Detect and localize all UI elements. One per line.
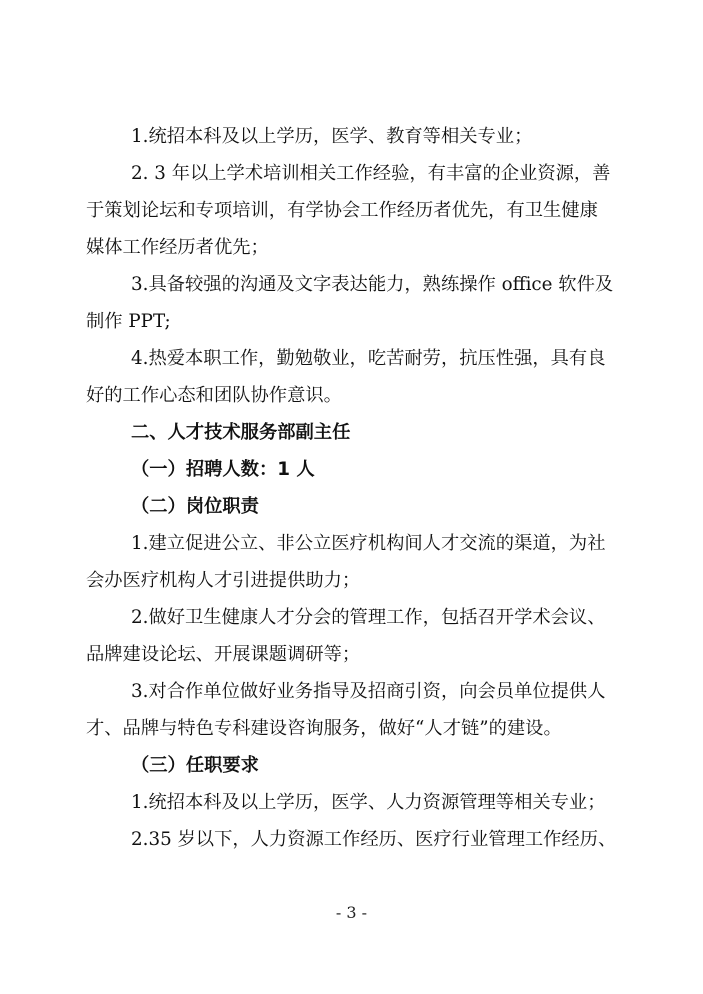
requirement-1: 1.统招本科及以上学历，医学、教育等相关专业； bbox=[131, 126, 533, 147]
section-heading: 二、人才技术服务部副主任 bbox=[131, 422, 351, 443]
duty-3-cont: 才、品牌与特色专科建设咨询服务，做好“人才链”的建设。 bbox=[86, 718, 562, 739]
requirement-2: 2. 3 年以上学术培训相关工作经验，有丰富的企业资源，善 bbox=[131, 163, 611, 184]
requirement-2-cont: 于策划论坛和专项培训，有学协会工作经历者优先，有卫生健康 bbox=[86, 200, 598, 221]
duty-1-cont: 会办医疗机构人才引进提供助力； bbox=[86, 570, 361, 591]
duty-3: 3.对合作单位做好业务指导及招商引资，向会员单位提供人 bbox=[131, 681, 606, 702]
duty-2-cont: 品牌建设论坛、开展课题调研等； bbox=[86, 644, 361, 665]
requirement-3: 3.具备较强的沟通及文字表达能力，熟练操作 office 软件及 bbox=[131, 274, 614, 295]
subsection-heading: （二）岗位职责 bbox=[131, 496, 259, 517]
requirement-2-cont: 媒体工作经历者优先； bbox=[86, 237, 269, 258]
duty-1: 1.建立促进公立、非公立医疗机构间人才交流的渠道，为社 bbox=[131, 533, 606, 554]
page-number: - 3 - bbox=[335, 903, 368, 922]
qualification-2: 2.35 岁以下，人力资源工作经历、医疗行业管理工作经历、 bbox=[131, 829, 617, 850]
requirement-4: 4.热爱本职工作，勤勉敬业，吃苦耐劳，抗压性强，具有良 bbox=[131, 348, 606, 369]
duty-2: 2.做好卫生健康人才分会的管理工作，包括召开学术会议、 bbox=[131, 607, 606, 628]
subsection-heading: （三）任职要求 bbox=[131, 755, 259, 776]
requirement-4-cont: 好的工作心态和团队协作意识。 bbox=[86, 385, 342, 406]
subsection-heading: （一）招聘人数：1 人 bbox=[131, 459, 315, 480]
qualification-1: 1.统招本科及以上学历，医学、人力资源管理等相关专业； bbox=[131, 792, 606, 813]
requirement-3-cont: 制作 PPT; bbox=[86, 311, 171, 332]
